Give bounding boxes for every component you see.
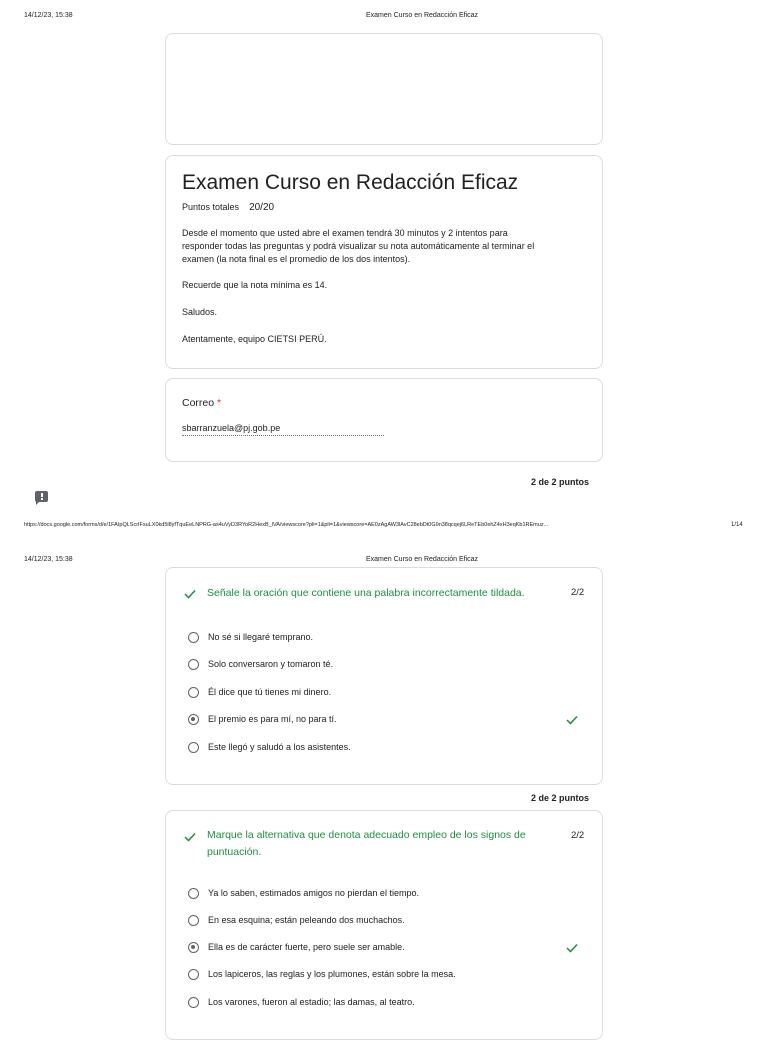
print-datetime: 14/12/23, 15:38 (24, 12, 73, 19)
footer-url: https://docs.google.com/forms/d/e/1FAIpQLScrIFsuLX0kd5l8yfTquEeLNPRG-as4uVyD3RYoR2HexB_lVA/viewscore?pli=1&pli=1&viewscore=AE0zAgAW3lAvC28ebDt0G9n38qcqej6LReTEb0ehZ4xH3eqKb1REmuz... (24, 522, 549, 528)
form-title: Examen Curso en Redacción Eficaz (182, 171, 519, 194)
required-mark: * (217, 397, 222, 409)
radio-button[interactable] (188, 659, 199, 670)
question-text: Señale la oración que contiene una palabra incorrectamente tildada. (207, 587, 525, 599)
print-title: Examen Curso en Redacción Eficaz (366, 556, 479, 563)
question-score: 2/2 (571, 587, 585, 598)
description-line: examen (la nota final es el promedio de los dos intentos). (182, 254, 411, 264)
question-text-line: puntuación. (207, 846, 262, 858)
radio-button-selected[interactable] (188, 714, 199, 725)
option-label: Los lapiceros, las reglas y los plumones, están sobre la mesa. (208, 969, 456, 979)
option-4-selected[interactable] (188, 711, 337, 727)
option-label: Este llegó y saludó a los asistentes. (208, 742, 351, 752)
print-title: Examen Curso en Redacción Eficaz (366, 12, 479, 19)
correct-check-icon (184, 589, 196, 599)
option-1[interactable] (188, 629, 313, 645)
footer-page-number: 1/14 (731, 522, 743, 528)
radio-button[interactable] (188, 632, 199, 643)
option-label: El premio es para mí, no para tí. (208, 714, 337, 724)
option-2[interactable] (188, 656, 333, 672)
correct-answer-check-icon (566, 943, 578, 953)
form-info-card (165, 155, 603, 369)
question-card-1 (165, 567, 603, 785)
description-line: Saludos. (182, 307, 218, 317)
total-points-label: Puntos totales (182, 202, 240, 212)
option-2[interactable] (188, 912, 405, 928)
option-label: Solo conversaron y tomaron té. (208, 659, 334, 669)
correct-answer-check-icon (566, 715, 578, 725)
option-label: Los varones, fueron al estadio; las damas, al teatro. (208, 997, 415, 1007)
option-label: No sé si llegaré temprano. (208, 632, 314, 642)
option-label: Ella es de carácter fuerte, pero suele ser amable. (208, 942, 405, 952)
radio-button[interactable] (188, 888, 199, 899)
option-label: Él dice que tú tienes mi dinero. (208, 687, 332, 697)
option-1[interactable] (188, 885, 419, 901)
option-3-selected[interactable] (188, 939, 405, 955)
description-line: Desde el momento que usted abre el examen tendrá 30 minutos y 2 intentos para (182, 228, 508, 238)
question-text (207, 827, 557, 861)
total-points-value: 20/20 (249, 202, 275, 213)
option-label: Ya lo saben, estimados amigos no pierdan el tiempo. (208, 888, 419, 898)
option-3[interactable] (188, 684, 331, 700)
radio-button-selected[interactable] (188, 942, 199, 953)
option-4[interactable] (188, 966, 456, 982)
email-label (182, 397, 221, 409)
option-5[interactable] (188, 994, 415, 1010)
option-label: En esa esquina; están peleando dos muchachos. (208, 915, 405, 925)
points-summary: 2 de 2 puntos (531, 477, 590, 487)
description-line: Atentamente, equipo CIETSI PERÚ. (182, 334, 327, 344)
print-datetime: 14/12/23, 15:38 (24, 556, 73, 563)
correct-check-icon (184, 832, 196, 842)
description-line: responder todas las preguntas y podrá visualizar su nota automáticamente al terminar el (182, 241, 535, 251)
report-icon[interactable] (35, 491, 48, 502)
radio-button[interactable] (188, 997, 199, 1008)
points-summary: 2 de 2 puntos (531, 793, 590, 803)
description-line: Recuerde que la nota mínima es 14. (182, 280, 328, 290)
option-5[interactable] (188, 739, 351, 755)
radio-button[interactable] (188, 915, 199, 926)
question-card-2 (165, 810, 603, 1040)
radio-button[interactable] (188, 969, 199, 980)
form-description (182, 227, 592, 346)
total-points (182, 202, 274, 213)
email-field[interactable]: sbarranzuela@pj.gob.pe (182, 423, 384, 436)
question-score: 2/2 (571, 830, 585, 841)
question-text-line: Marque la alternativa que denota adecuado empleo de los signos de (207, 829, 526, 841)
email-label-text: Correo (182, 397, 215, 409)
radio-button[interactable] (188, 742, 199, 753)
email-card (165, 378, 603, 462)
radio-button[interactable] (188, 687, 199, 698)
header-banner-card (165, 33, 603, 145)
